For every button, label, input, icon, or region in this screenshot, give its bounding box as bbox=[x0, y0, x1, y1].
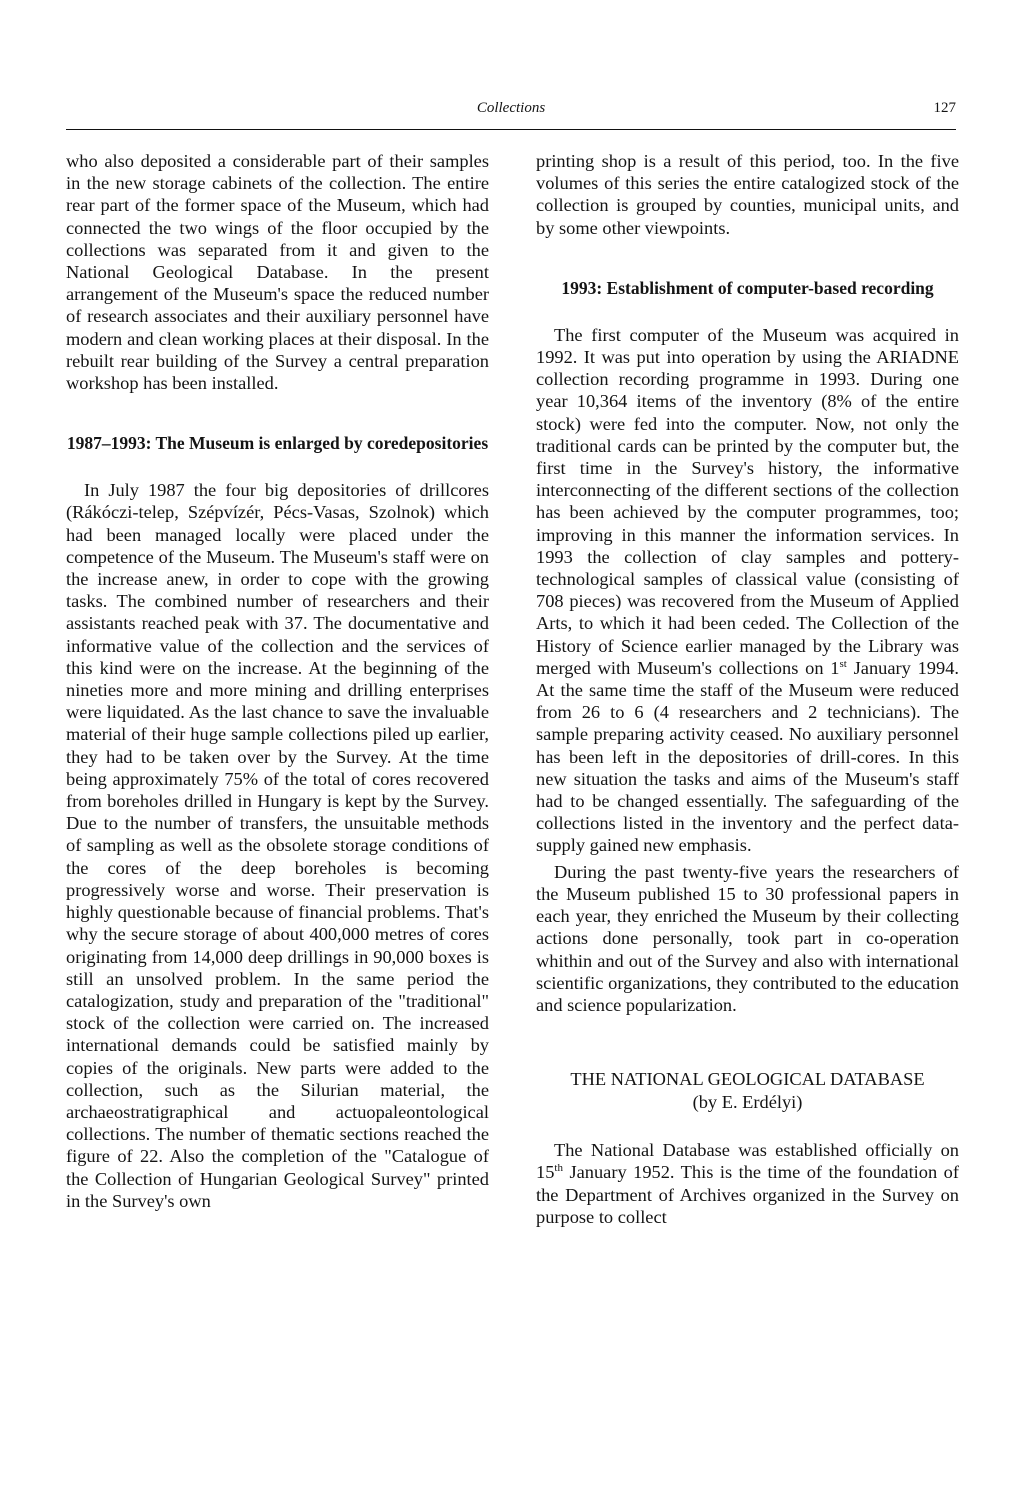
heading-1993-computer-recording: 1993: Establishment of computer-based recording bbox=[561, 277, 934, 298]
left-column bbox=[66, 150, 489, 1212]
header-rule bbox=[66, 129, 956, 130]
heading-1987-1993: 1987–1993: The Museum is enlarged by coredepositories bbox=[66, 433, 489, 454]
paragraph-past-twenty-five-years: During the past twenty-five years the researchers of the Museum published 15 to 30 professional papers in each year, they enriched the Museum by their collecting actions done personally, took part in co-operation whithin and out of the Survey and also with international scientific organizations, they contributed to the education and science popularization. bbox=[536, 861, 959, 1015]
paragraph-storage-cabinets: who also deposited a considerable part of their samples in the new storage cabinets of the collection. The entire rear part of the former space of the Museum, which had connected the two wings of the floor occupied by the collections was separated from it and given to the National Geological Database. In the present arrangement of the Museum's space the reduced number of research associates and their auxiliary personnel have modern and clean working places at their disposal. In the rebuilt rear building of the Survey a central preparation workshop has been installed. bbox=[66, 151, 489, 394]
running-title: Collections bbox=[476, 100, 546, 116]
paragraph-first-computer bbox=[536, 324, 959, 857]
running-header bbox=[66, 100, 956, 122]
paragraph-first-computer-text: The first computer of the Museum was acquired in 1992. It was put into operation by using the ARIADNE collection recording programme in 1993. During one year 10,364 items of the inventory (8% of the entire stock) were fed into the computer. Now, not only the traditional cards can be printed by the computer but, the first time in the Survey's history, the informative interconnecting of the different sections of the collection has been achieved by the computer programmes, too; improving in this manner the information services. In 1993 the collection of clay samples and pottery-technological samples of classical value (consisting of 708 pieces) was recovered from the Museum of Applied Arts, to which it had been ceded. The Collection of the History of Science earlier managed by the Library was merged with Museum's collections on 1 bbox=[536, 324, 959, 678]
paragraph-printing-shop: printing shop is a result of this period, too. In the five volumes of this series the entire catalogized stock of the collection is grouped by counties, municipal units, and by some other viewpoints. bbox=[536, 151, 959, 238]
page-number: 127 bbox=[933, 100, 956, 116]
section-author: (by E. Erdélyi) bbox=[692, 1092, 803, 1113]
right-column bbox=[536, 150, 959, 1228]
paragraph-first-computer-text-cont: January 1994. At the same time the staff of the Museum were reduced from 26 to 6 (4 researchers and 2 technicians). The sample preparing activity ceased. No auxiliary personnel has been left in the depositories of drill-cores. In this new situation the tasks and aims of the Museum's staff had to be changed essentially. The safeguarding of the collections listed in the inventory and the perfect data-supply gained new emphasis. bbox=[536, 657, 959, 856]
paragraph-national-database bbox=[536, 1139, 959, 1228]
paragraph-national-database-text-cont: January 1952. This is the time of the foundation of the Department of Archives organized in the Survey on purpose to collect bbox=[536, 1162, 959, 1227]
ordinal-suffix-th: th bbox=[554, 1162, 563, 1175]
paragraph-national-database-text: The National Database was established officially on 15 bbox=[536, 1140, 959, 1183]
paragraph-drillcore-depositories: In July 1987 the four big depositories of drillcores (Rákóczi-telep, Szépvízér, Pécs-Vasas, Szolnok) which had been managed locally were placed under the competence of the Museum. The Museum's staff were on the increase anew, in order to cope with the growing tasks. The combined number of researchers and their assistants reached peak with 37. The documentative and informative value of the collection and the services of this kind were on the increase. At the beginning of the nineties more and more mining and drilling enterprises were liquidated. As the last chance to save the invaluable material of their huge sample collections piled up earlier, they had to be taken over by the Survey. At the time being approximately 75% of the total of cores recovered from boreholes drilled in Hungary is kept by the Survey. Due to the number of transfers, the unsuitable methods of sampling as well as the obsolete storage conditions of the cores of the deep boreholes is becoming progressively worse and worse. Their preservation is highly questionable because of financial problems. That's why the secure storage of about 400,000 metres of cores originating from 14,000 deep drillings in 90,000 boxes is still an unsolved problem. In the same period the catalogization, study and preparation of the "traditional" stock of the collection were carried on. The increased international demands could be satisfied mainly by copies of the originals. New parts were added to the collection, such as the Silurian material, the archaeostratigraphical and actuopaleontological collections. The number of thematic sections reached the figure of 22. Also the completion of the "Catalogue of the Collection of Hungarian Geological Survey" printed in the Survey's own bbox=[66, 480, 489, 1211]
ordinal-suffix-st: st bbox=[839, 657, 847, 670]
section-title-national-geological-database: THE NATIONAL GEOLOGICAL DATABASE bbox=[570, 1069, 925, 1090]
